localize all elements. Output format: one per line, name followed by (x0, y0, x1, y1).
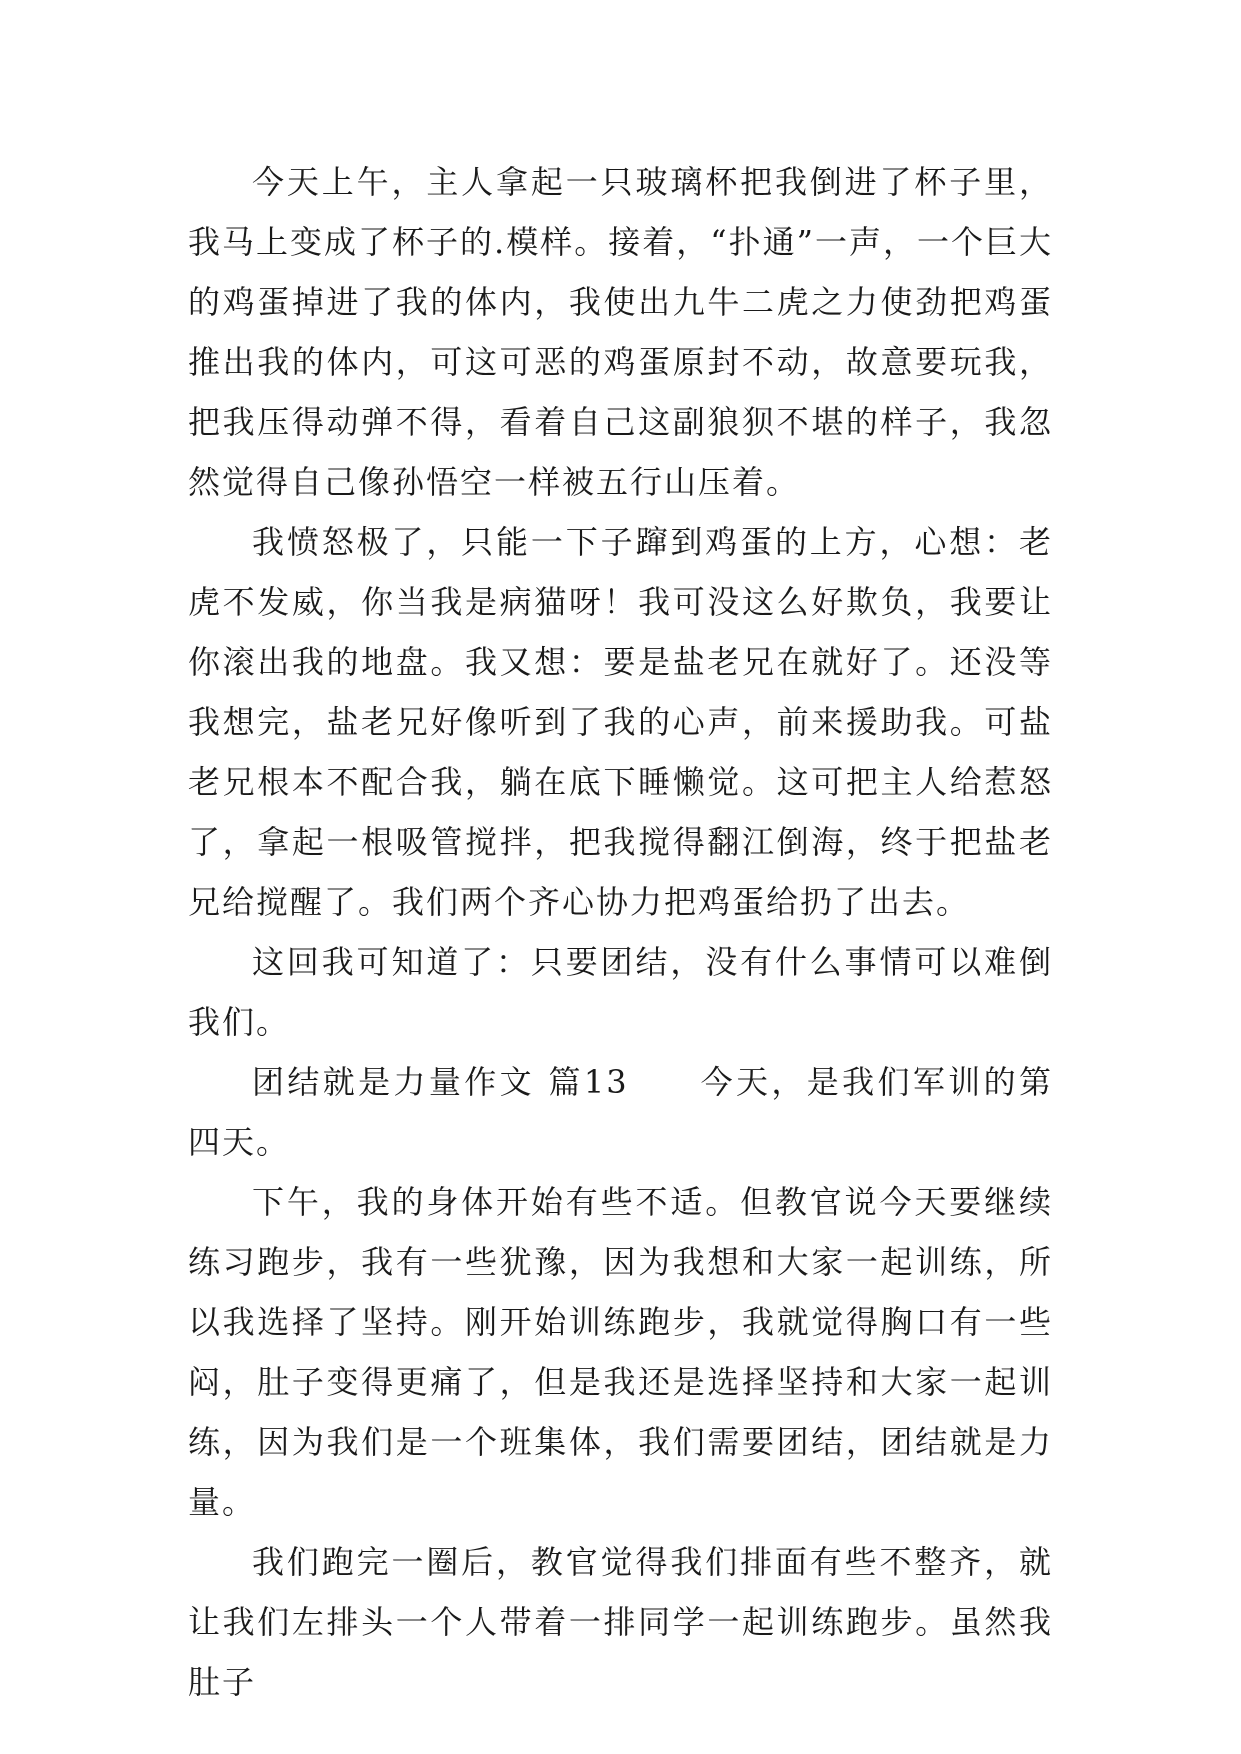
paragraph-1: 今天上午，主人拿起一只玻璃杯把我倒进了杯子里，我马上变成了杯子的.模样。接着，“扑通”一声，一个巨大的鸡蛋掉进了我的体内，我使出九牛二虎之力使劲把鸡蛋推出我的体内，可这可恶的鸡蛋原封不动，故意要玩我，把我压得动弹不得，看着自己这副狼狈不堪的样子，我忽然觉得自己像孙悟空一样被五行山压着。 (188, 163, 1053, 501)
document-page (188, 152, 1053, 1712)
paragraph-4-heading-line: 团结就是力量作文 篇13 今天，是我们军训的第四天。 (188, 1063, 1053, 1161)
paragraph-3: 这回我可知道了：只要团结，没有什么事情可以难倒我们。 (188, 943, 1053, 1041)
paragraph-6: 我们跑完一圈后，教官觉得我们排面有些不整齐，就让我们左排头一个人带着一排同学一起训练跑步。虽然我肚子 (188, 1543, 1053, 1701)
paragraph-5: 下午，我的身体开始有些不适。但教官说今天要继续练习跑步，我有一些犹豫，因为我想和大家一起训练，所以我选择了坚持。刚开始训练跑步，我就觉得胸口有一些闷，肚子变得更痛了，但是我还是选择坚持和大家一起训练，因为我们是一个班集体，我们需要团结，团结就是力量。 (188, 1183, 1053, 1521)
paragraph-2: 我愤怒极了，只能一下子蹿到鸡蛋的上方，心想：老虎不发威，你当我是病猫呀！我可没这么好欺负，我要让你滚出我的地盘。我又想：要是盐老兄在就好了。还没等我想完，盐老兄好像听到了我的心声，前来援助我。可盐老兄根本不配合我，躺在底下睡懒觉。这可把主人给惹怒了，拿起一根吸管搅拌，把我搅得翻江倒海，终于把盐老兄给搅醒了。我们两个齐心协力把鸡蛋给扔了出去。 (188, 523, 1053, 921)
